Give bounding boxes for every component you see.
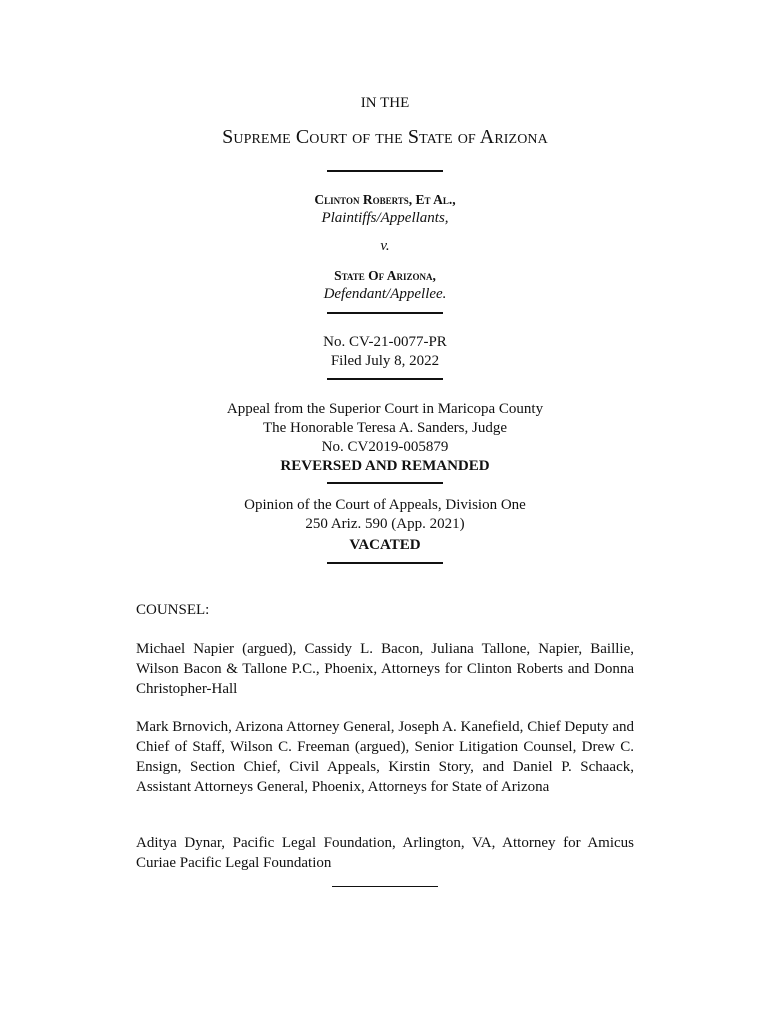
- appeal-disposition: REVERSED AND REMANDED: [280, 458, 490, 474]
- counsel-paragraph-3: Aditya Dynar, Pacific Legal Foundation, Arlington, VA, Attorney for Amicus Curiae Pacific Legal Foundation: [136, 835, 634, 871]
- plaintiff-name: Clinton Roberts, Et Al.,: [314, 192, 456, 207]
- opinion-disposition: VACATED: [349, 537, 421, 553]
- divider: [327, 312, 443, 314]
- filed-date: Filed July 8, 2022: [330, 353, 440, 369]
- defendant-role: Defendant/Appellee.: [323, 286, 447, 302]
- divider: [327, 482, 443, 484]
- defendant-name: State Of Arizona,: [334, 268, 436, 283]
- appeal-line-2: The Honorable Teresa A. Sanders, Judge: [262, 420, 508, 436]
- counsel-paragraph-2: Mark Brnovich, Arizona Attorney General, Joseph A. Kanefield, Chief Deputy and Chief of Staff, Wilson C. Freeman (argued), Senior Litigation Counsel, Drew C. Ensign, Section Chief, Civil Appeals, Kirstin Story, and Daniel P. Schaack, Assistant Attorneys General, Phoenix, Attorneys for State of Arizona: [136, 719, 634, 795]
- in-the-label: IN THE: [360, 95, 410, 111]
- appeal-line-1: Appeal from the Superior Court in Maricopa County: [226, 401, 544, 417]
- end-divider: [332, 886, 438, 887]
- opinion-line-2: 250 Ariz. 590 (App. 2021): [305, 516, 465, 532]
- case-number: No. CV-21-0077-PR: [323, 334, 447, 350]
- divider: [327, 378, 443, 380]
- plaintiff-role: Plaintiffs/Appellants,: [321, 210, 449, 226]
- divider: [327, 562, 443, 564]
- appeal-line-3: No. CV2019-005879: [321, 439, 449, 455]
- versus-label: v.: [380, 238, 390, 254]
- opinion-line-1: Opinion of the Court of Appeals, Division One: [244, 497, 526, 513]
- court-title: Supreme Court of the State of Arizona: [222, 126, 548, 148]
- divider: [327, 170, 443, 172]
- counsel-paragraph-1: Michael Napier (argued), Cassidy L. Bacon, Juliana Tallone, Napier, Baillie, Wilson Bacon & Tallone P.C., Phoenix, Attorneys for Clinton Roberts and Donna Christopher-Hall: [136, 641, 634, 697]
- counsel-heading: COUNSEL:: [136, 602, 210, 618]
